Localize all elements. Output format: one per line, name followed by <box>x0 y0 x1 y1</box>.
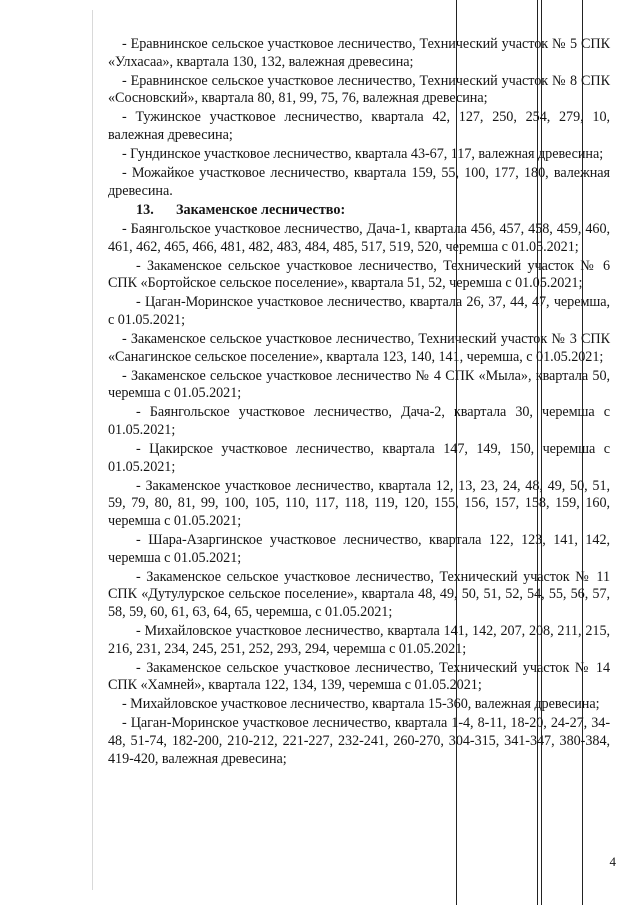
page-left-edge <box>92 10 93 890</box>
paragraph: - Закаменское сельское участковое лесничество, Технический участок № 3 СПК «Санагинское сельское поселение», квартала 123, 140, 141, черемша, с 01.05.2021; <box>108 331 610 365</box>
paragraph: - Закаменское сельское участковое лесничество, Технический участок № 6 СПК «Бортойское сельское поселение», квартала 51, 52, черемша с 01.05.2021; <box>108 257 610 292</box>
paragraph: - Баянгольское участковое лесничество, Дача-1, квартала 456, 457, 458, 459, 460, 461, 462, 465, 466, 481, 482, 483, 484, 485, 517, 519, 520, черемша с 01.05.2021; <box>108 220 610 255</box>
paragraph: - Гундинское участковое лесничество, квартала 43-67, 117, валежная древесина; <box>122 146 604 163</box>
paragraph: - Цаган-Моринское участковое лесничество, квартала 26, 37, 44, 47, черемша, с 01.05.2021; <box>108 294 610 328</box>
paragraph: - Можайкое участковое лесничество, квартала 159, 55, 100, 177, 180, валежная древесина. <box>108 165 610 199</box>
paragraph: - Закаменское сельское участковое лесничество, Технический участок № 11 СПК «Дутулурское сельское поселение», квартала 48, 49, 50, 51, 52, 54, 55, 56, 57, 58, 59, 60, 61, 63, 64, 65, черемша, с 01.05.2021; <box>108 568 610 620</box>
paragraph: - Баянгольское участковое лесничество, Дача-2, квартала 30, черемша с 01.05.2021; <box>108 404 610 438</box>
paragraph: - Цакирское участковое лесничество, квартала 147, 149, 150, черемша с 01.05.2021; <box>108 441 610 475</box>
paragraph: - Закаменское участковое лесничество, квартала 12, 13, 23, 24, 48, 49, 50, 51, 59, 79, 80, 81, 99, 100, 105, 110, 117, 118, 119, 120, 155, 156, 157, 158, 159, 160, черемша с 01.05.2021; <box>108 477 610 529</box>
paragraph: - Михайловское участковое лесничество, квартала 141, 142, 207, 208, 211, 215, 216, 231, 234, 245, 251, 252, 293, 294, черемша с 01.05.2021; <box>108 623 610 657</box>
paragraph: - Закаменское сельское участковое лесничество, Технический участок № 14 СПК «Хамней», квартала 122, 134, 139, черемша с 01.05.2021; <box>108 659 610 694</box>
paragraph: - Шара-Азаргинское участковое лесничество, квартала 122, 123, 141, 142, черемша с 01.05.2021; <box>108 532 610 566</box>
paragraph: - Еравнинское сельское участковое лесничество, Технический участок № 8 СПК «Сосновский», квартала 80, 81, 99, 75, 76, валежная древесина; <box>108 72 610 107</box>
paragraph: - Цаган-Моринское участковое лесничество, квартала 1-4, 8-11, 18-20, 24-27, 34-48, 51-74, 182-200, 210-212, 221-227, 232-241, 260-270, 304-315, 341-347, 380-384, 419-420, валежная древесина; <box>108 715 610 767</box>
section-heading <box>136 202 610 220</box>
paragraph: - Михайловское участковое лесничество, квартала 15-360, валежная древесина; <box>122 696 600 713</box>
page-number: 4 <box>609 854 616 869</box>
paragraph: - Закаменское сельское участковое лесничество № 4 СПК «Мыла», квартала 50, черемша с 01.05.2021; <box>108 367 610 402</box>
paragraph: - Еравнинское сельское участковое лесничество, Технический участок № 5 СПК «Улхасаа», квартала 130, 132, валежная древесина; <box>108 36 610 70</box>
paragraph: - Тужинское участковое лесничество, квартала 42, 127, 250, 254, 279, 10, валежная древесина; <box>108 109 610 143</box>
section-title: Закаменское лесничество: <box>176 202 346 219</box>
section-number: 13. <box>136 202 154 219</box>
document-body <box>108 36 610 770</box>
